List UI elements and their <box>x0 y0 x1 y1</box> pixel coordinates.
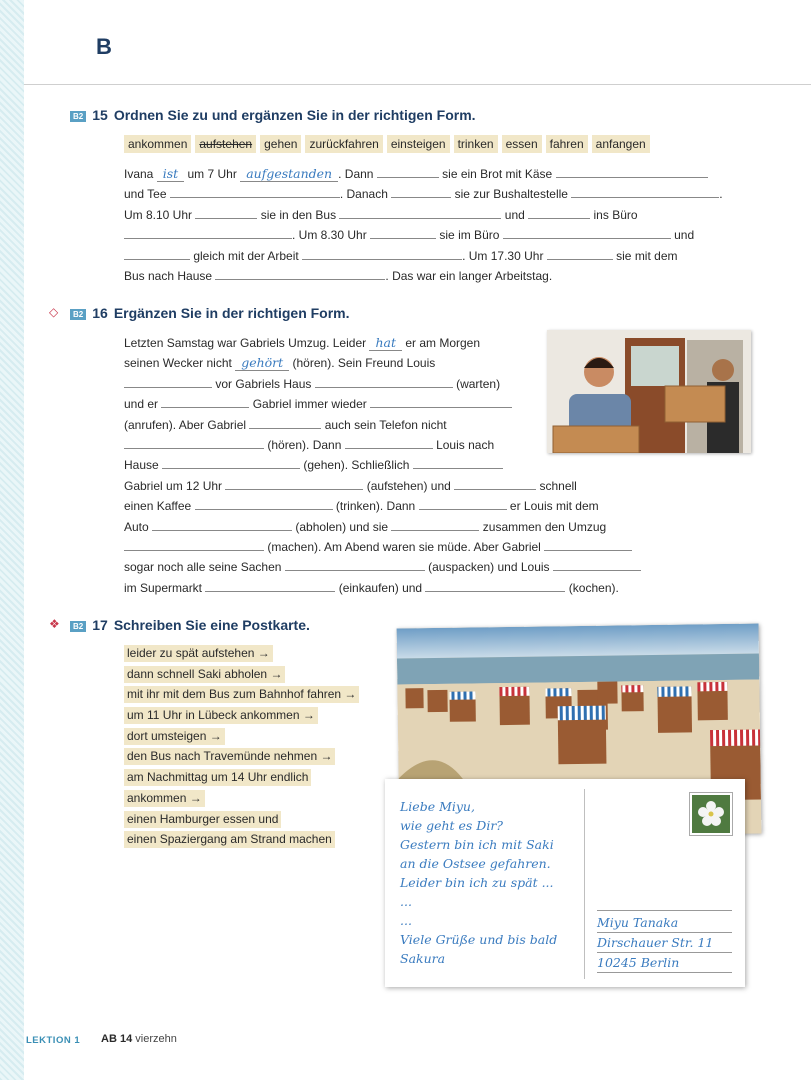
moving-illustration <box>547 330 751 453</box>
answer-blank[interactable] <box>152 519 292 531</box>
postcard-line: an die Ostsee gefahren. <box>400 856 551 871</box>
prompt-notes <box>124 645 359 852</box>
answer-blank[interactable] <box>124 376 212 388</box>
postcard-message <box>400 797 557 968</box>
postcard-divider <box>584 789 585 979</box>
prompt-note: ankommen → <box>124 790 205 807</box>
answer-blank[interactable] <box>544 539 632 551</box>
answer-blank[interactable] <box>161 396 249 408</box>
answer-blank[interactable] <box>503 227 671 239</box>
footer-page <box>101 1033 177 1045</box>
diamond-outline-icon: ◇ <box>49 305 59 319</box>
flower-stamp-icon <box>692 795 730 833</box>
footer-lesson: LEKTION 1 <box>26 1035 81 1046</box>
postcard <box>385 779 745 987</box>
footer-page-number: 14 <box>119 1033 133 1045</box>
answer-blank[interactable] <box>225 478 363 490</box>
postcard-line: wie geht es Dir? <box>400 818 503 833</box>
answer-blank[interactable] <box>391 519 479 531</box>
exercise-17-heading <box>70 617 310 633</box>
answer-blank[interactable] <box>249 417 321 429</box>
answer-blank[interactable] <box>195 207 257 219</box>
exercise-16-text: Letzten Samstag war Gabriels Umzug. Leider hat er am Morgen seinen Wecker nicht gehört (hören). Sein Freund Louis vor Gabriels Haus (warten) und er Gabriel immer wieder (anrufen). Aber Gabriel auch sein Telefon nicht (hören). Dann Louis nach Hause (gehen). Schließlich Gabriel um 12 Uhr (aufstehen) und schnell einen Kaffee (trinken). Dann er Louis mit dem Auto (abholen) und sie zusammen den Umzug (machen). Am Abend waren sie müde. Aber Gabriel sogar noch alle seine Sachen (auspacken) und Louis im Supermarkt (einkaufen) und (kochen). <box>124 333 641 598</box>
answer-blank[interactable] <box>419 498 507 510</box>
answer-blank[interactable] <box>553 559 641 571</box>
word-chip: ankommen <box>124 135 191 153</box>
word-chip: trinken <box>454 135 498 153</box>
handwritten-answer: gehört <box>235 355 289 371</box>
postage-stamp <box>690 793 732 835</box>
handwritten-answer: aufgestanden <box>240 166 338 182</box>
prompt-note: den Bus nach Travemünde nehmen → <box>124 748 335 765</box>
prompt-note: am Nachmittag um 14 Uhr endlich <box>124 769 311 786</box>
answer-blank[interactable] <box>162 457 300 469</box>
left-margin-stripe <box>0 0 24 1080</box>
address-street: Dirschauer Str. 11 <box>597 933 732 953</box>
answer-blank[interactable] <box>413 457 503 469</box>
diamond-cluster-icon: ❖ <box>49 617 60 631</box>
answer-blank[interactable] <box>285 559 425 571</box>
prompt-note: leider zu spät aufstehen → <box>124 645 273 662</box>
exercise-15-text: Ivana ist um 7 Uhr aufgestanden . Dann sie ein Brot mit Käse und Tee . Danach sie zur Bushaltestelle . Um 8.10 Uhr sie in den Bus und ins Büro . Um 8.30 Uhr sie im Büro und gleich mit der Arbeit . Um 17.30 Uhr sie mit dem Bus nach Hause . Das war ein langer Arbeitstag. <box>124 166 723 284</box>
postcard-line: Viele Grüße und bis bald <box>400 932 558 947</box>
postcard-line: Gestern bin ich mit Saki <box>400 837 554 852</box>
answer-blank[interactable] <box>315 376 453 388</box>
answer-blank[interactable] <box>571 186 719 198</box>
answer-blank[interactable] <box>377 166 439 178</box>
address-city: 10245 Berlin <box>597 953 732 973</box>
exercise-number: 15 <box>92 107 108 123</box>
answer-blank[interactable] <box>556 166 708 178</box>
postcard-line: ... <box>400 894 412 909</box>
postcard-line: ... <box>400 913 412 928</box>
word-chip: essen <box>502 135 542 153</box>
exercise-number: 16 <box>92 305 108 321</box>
level-badge: B2 <box>70 309 86 320</box>
prompt-note: dort umsteigen → <box>124 728 225 745</box>
answer-blank[interactable] <box>124 227 292 239</box>
exercise-16-heading <box>70 305 350 321</box>
postcard-line: Leider bin ich zu spät ... <box>400 875 554 890</box>
exercise-title: Ordnen Sie zu und ergänzen Sie in der richtigen Form. <box>113 107 476 123</box>
handwritten-answer: ist <box>157 166 184 182</box>
prompt-note: um 11 Uhr in Lübeck ankommen → <box>124 707 318 724</box>
word-chip: anfangen <box>592 135 650 153</box>
word-chip: gehen <box>260 135 301 153</box>
exercise-title: Schreiben Sie eine Postkarte. <box>113 617 310 633</box>
word-chip: zurückfahren <box>305 135 382 153</box>
address-line <box>597 910 732 911</box>
answer-blank[interactable] <box>370 227 436 239</box>
exercise-title: Ergänzen Sie in der richtigen Form. <box>113 305 350 321</box>
exercise-number: 17 <box>92 617 108 633</box>
exercise-15-heading <box>70 107 476 123</box>
answer-blank[interactable] <box>170 186 340 198</box>
answer-blank[interactable] <box>124 437 264 449</box>
header-divider <box>24 84 811 85</box>
answer-blank[interactable] <box>345 437 433 449</box>
prompt-note: einen Hamburger essen und <box>124 811 281 828</box>
answer-blank[interactable] <box>391 186 451 198</box>
level-badge: B2 <box>70 111 86 122</box>
postcard-line: Sakura <box>400 951 446 966</box>
answer-blank[interactable] <box>370 396 512 408</box>
answer-blank[interactable] <box>195 498 333 510</box>
answer-blank[interactable] <box>425 580 565 592</box>
answer-blank[interactable] <box>302 248 462 260</box>
prompt-note: einen Spaziergang am Strand machen <box>124 831 335 848</box>
answer-blank[interactable] <box>547 248 613 260</box>
address-name: Miyu Tanaka <box>597 913 732 933</box>
handwritten-answer: hat <box>369 335 402 351</box>
moving-photo <box>547 330 751 453</box>
answer-blank[interactable] <box>528 207 590 219</box>
word-box <box>124 135 650 153</box>
footer-ab: AB <box>101 1033 117 1045</box>
footer-page-word: vierzehn <box>135 1033 177 1045</box>
answer-blank[interactable] <box>205 580 335 592</box>
prompt-note: mit ihr mit dem Bus zum Bahnhof fahren → <box>124 686 359 703</box>
postcard-line: Liebe Miyu, <box>400 799 475 814</box>
word-chip-struck: aufstehen <box>195 135 256 153</box>
answer-blank[interactable] <box>124 539 264 551</box>
answer-blank[interactable] <box>215 268 385 280</box>
word-chip: einsteigen <box>387 135 450 153</box>
answer-blank[interactable] <box>124 248 190 260</box>
answer-blank[interactable] <box>339 207 501 219</box>
word-chip: fahren <box>546 135 588 153</box>
postcard-address <box>597 910 732 973</box>
prompt-note: dann schnell Saki abholen → <box>124 666 285 683</box>
answer-blank[interactable] <box>454 478 536 490</box>
level-badge: B2 <box>70 621 86 632</box>
section-letter: B <box>96 34 112 59</box>
